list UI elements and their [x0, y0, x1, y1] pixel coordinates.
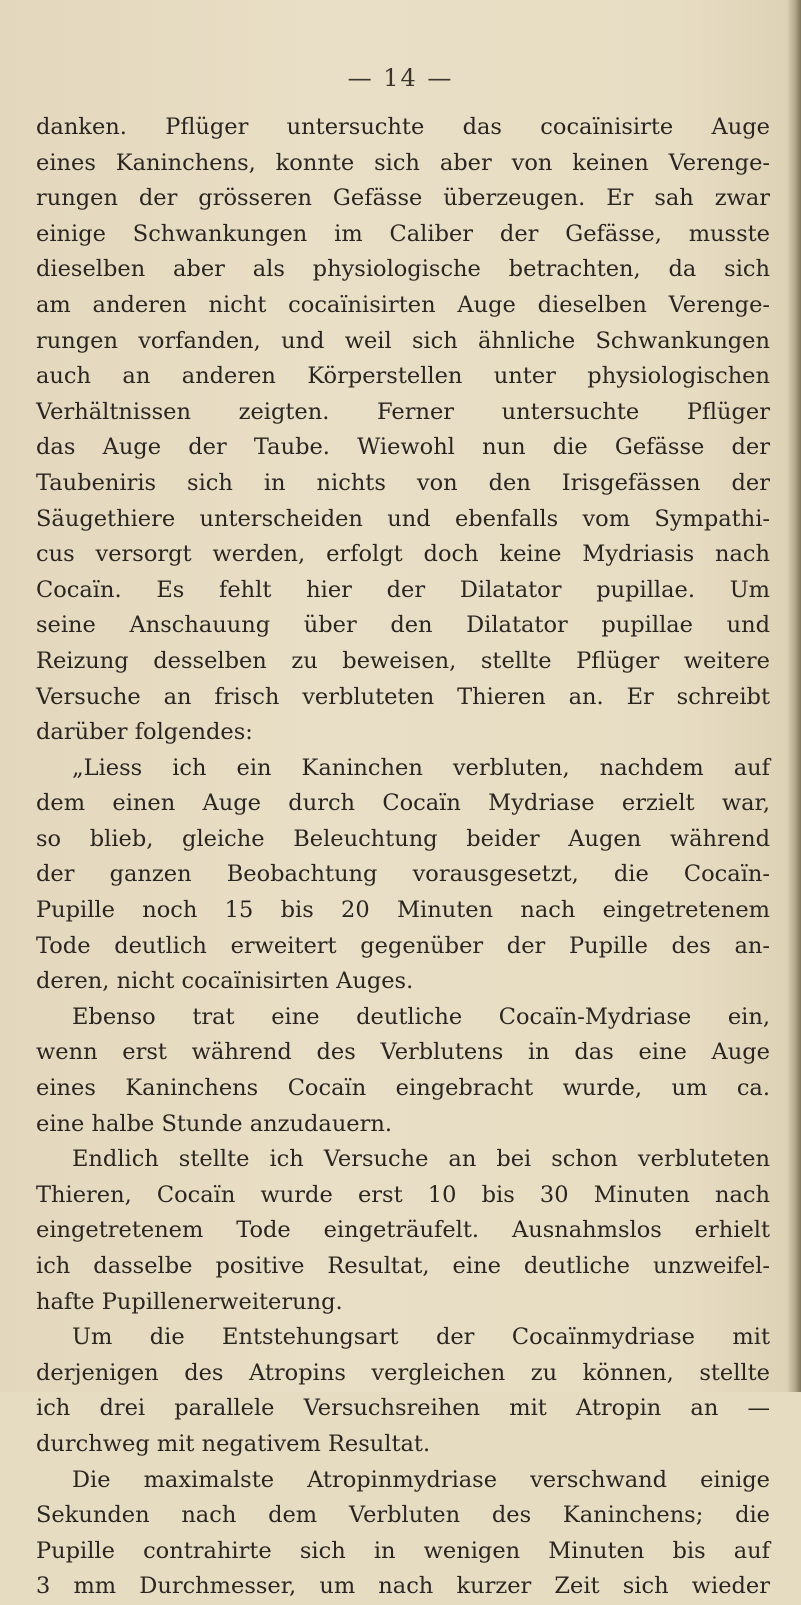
- text-line: derjenigen des Atropins vergleichen zu können, stellte: [36, 1359, 770, 1386]
- page-number-header: — 14 —: [347, 64, 454, 92]
- text-line: hafte Pupillenerweiterung.: [36, 1288, 343, 1315]
- text-line: Die maximalste Atropinmydriase verschwand einige: [72, 1466, 770, 1493]
- text-line: Säugethiere unterscheiden und ebenfalls vom Sympathi-: [36, 505, 770, 532]
- text-line: Verhältnissen zeigten. Ferner untersuchte Pflüger: [36, 398, 770, 425]
- text-line: eines Kaninchens Cocaïn eingebracht wurde, um ca.: [36, 1075, 770, 1102]
- text-line: Cocaïn. Es fehlt hier der Dilatator pupillae. Um: [36, 576, 770, 603]
- text-line: Endlich stellte ich Versuche an bei schon verbluteten: [72, 1146, 770, 1173]
- text-line: Um die Entstehungsart der Cocaïnmydriase mit: [72, 1324, 770, 1351]
- text-line: ich dasselbe positive Resultat, eine deutliche unzweifel-: [36, 1253, 770, 1279]
- text-line: rungen vorfanden, und weil sich ähnliche Schwankungen: [36, 327, 770, 354]
- text-line: dem einen Auge durch Cocaïn Mydriase erzielt war,: [36, 790, 770, 817]
- text-line: durchweg mit negativem Resultat.: [36, 1430, 431, 1457]
- text-line: eine halbe Stunde anzudauern.: [36, 1110, 393, 1137]
- text-line: Pupille contrahirte sich in wenigen Minuten bis auf: [36, 1537, 770, 1564]
- text-line: das Auge der Taube. Wiewohl nun die Gefässe der: [36, 434, 770, 461]
- text-line: Thieren, Cocaïn wurde erst 10 bis 30 Minuten nach: [36, 1181, 770, 1208]
- text-line: wenn erst während des Verblutens in das eine Auge: [36, 1039, 770, 1066]
- text-line: eingetretenem Tode eingeträufelt. Ausnahmslos erhielt: [36, 1217, 770, 1244]
- text-line: eines Kaninchens, konnte sich aber von keinen Verenge-: [36, 149, 770, 176]
- text-line: 3 mm Durchmesser, um nach kurzer Zeit sich wieder: [36, 1573, 770, 1600]
- text-line: dieselben aber als physiologische betrachten, da sich: [36, 256, 770, 283]
- text-line: Sekunden nach dem Verbluten des Kaninchens; die: [36, 1502, 770, 1529]
- text-line: darüber folgendes:: [36, 719, 253, 746]
- text-line: Reizung desselben zu beweisen, stellte Pflüger weitere: [36, 647, 770, 674]
- text-line: einige Schwankungen im Caliber der Gefässe, musste: [36, 220, 770, 247]
- text-line: so blieb, gleiche Beleuchtung beider Augen während: [36, 825, 770, 852]
- text-line: der ganzen Beobachtung vorausgesetzt, die Cocaïn-: [36, 861, 770, 888]
- body-text: [36, 110, 770, 1605]
- text-line: am anderen nicht cocaïnisirten Auge dieselben Verenge-: [36, 291, 770, 318]
- text-line: Ebenso trat eine deutliche Cocaïn-Mydriase ein,: [72, 1003, 770, 1030]
- text-line: cus versorgt werden, erfolgt doch keine Mydriasis nach: [36, 541, 770, 568]
- page-edge-shadow: [787, 0, 801, 1392]
- text-line: „Liess ich ein Kaninchen verbluten, nachdem auf: [72, 754, 770, 781]
- text-line: Versuche an frisch verbluteten Thieren an. Er schreibt: [36, 683, 770, 710]
- text-line: Pupille noch 15 bis 20 Minuten nach eingetretenem: [36, 897, 770, 924]
- text-line: Taubeniris sich in nichts von den Irisgefässen der: [36, 469, 770, 496]
- text-line: ich drei parallele Versuchsreihen mit Atropin an —: [36, 1395, 770, 1422]
- text-line: rungen der grösseren Gefässe überzeugen. Er sah zwar: [36, 185, 770, 212]
- text-line: deren, nicht cocaïnisirten Auges.: [36, 968, 414, 995]
- text-line: danken. Pflüger untersuchte das cocaïnisirte Auge: [36, 114, 770, 140]
- text-line: auch an anderen Körperstellen unter physiologischen: [36, 363, 770, 390]
- text-line: Tode deutlich erweitert gegenüber der Pupille des an-: [36, 932, 770, 959]
- text-line: seine Anschauung über den Dilatator pupillae und: [36, 612, 770, 639]
